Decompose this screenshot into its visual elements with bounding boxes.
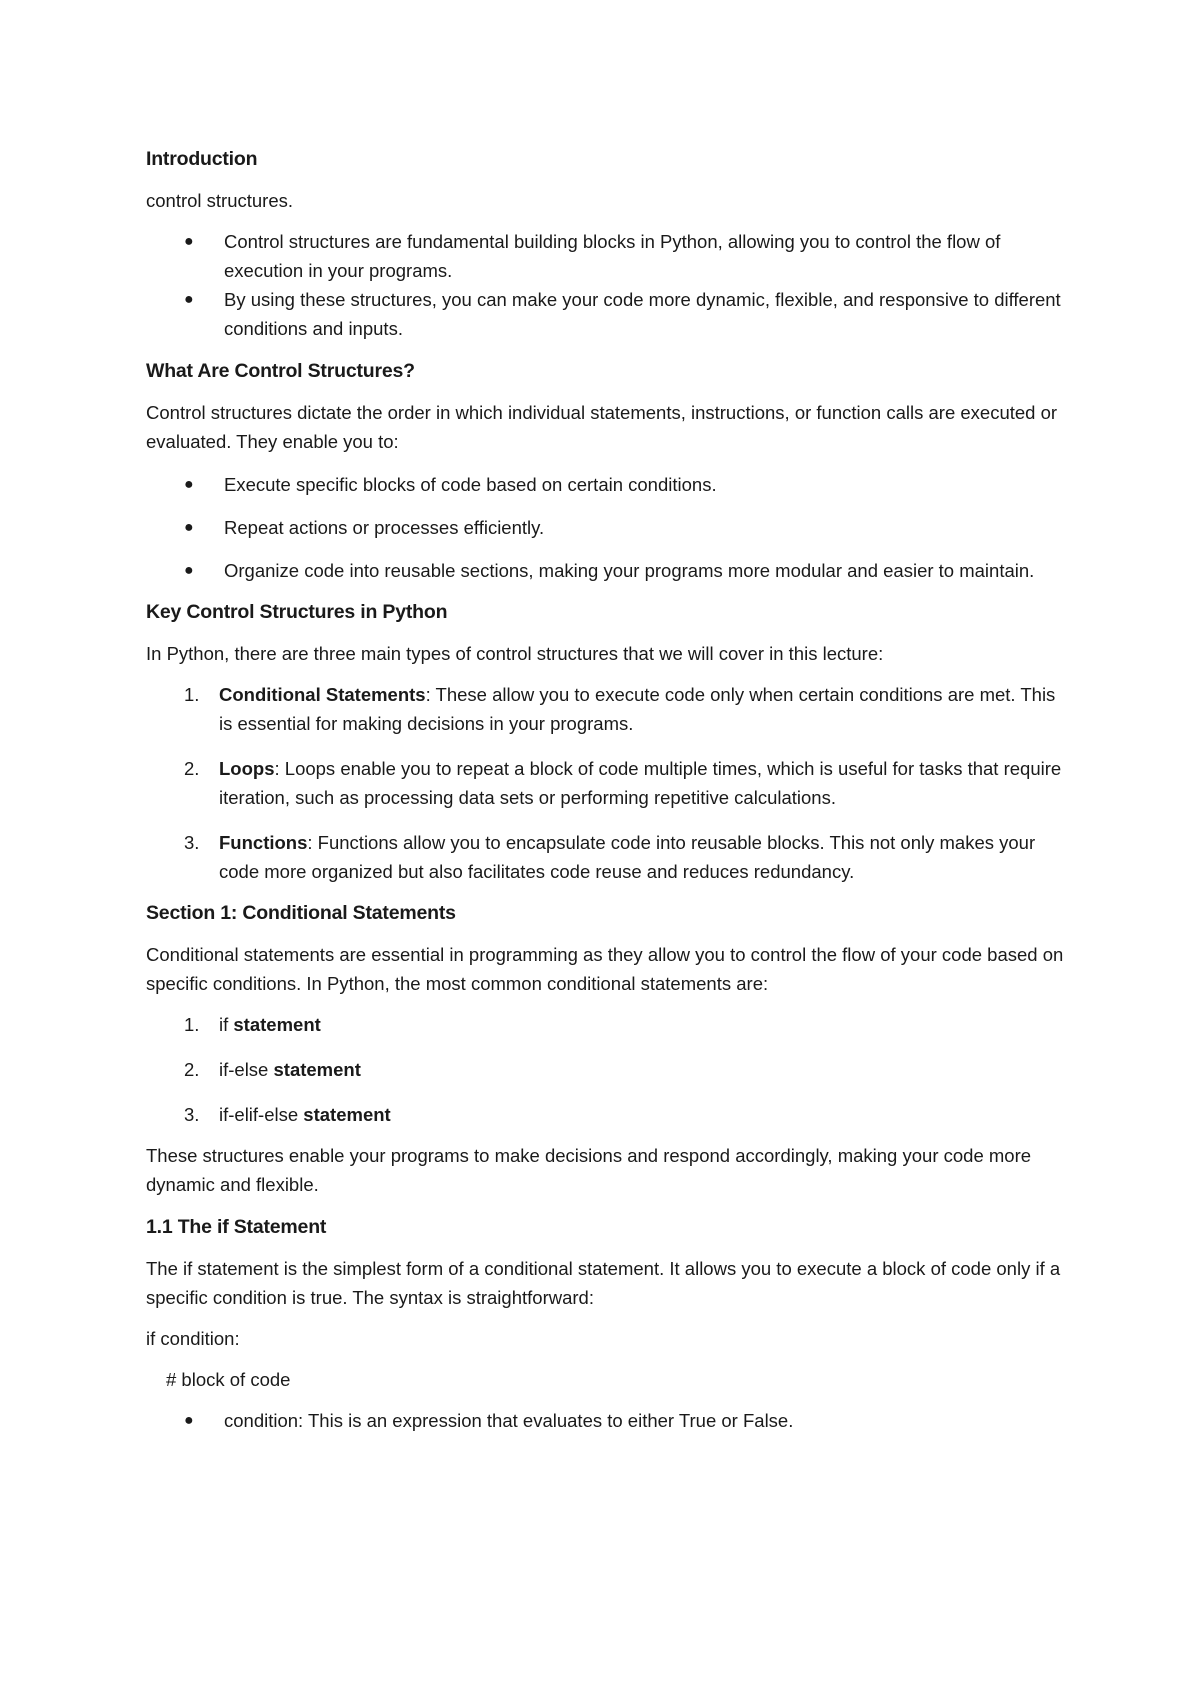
section1-after-paragraph: These structures enable your programs to make decisions and respond accordingly, making your code more dynamic and flexible. — [146, 1145, 1032, 1195]
heading-key-control-structures: Key Control Structures in Python — [146, 601, 448, 623]
what-bullet-list — [146, 470, 1066, 585]
code-line-if-condition: if condition: — [146, 1328, 240, 1349]
bullet-icon: ● — [184, 291, 194, 308]
bullet-icon: ● — [184, 519, 194, 536]
list-item: 2. Loops: Loops enable you to repeat a block of code multiple times, which is useful for tasks that require iteration, such as processing data sets or performing repetitive calculations. — [184, 758, 1062, 808]
list-item: ● Repeat actions or processes efficiently. — [146, 513, 1066, 542]
document-body — [146, 145, 1066, 1435]
bullet-icon: ● — [184, 476, 194, 493]
list-item: 1. Conditional Statements: These allow you to execute code only when certain conditions are met. This is essential for making decisions in your programs. — [184, 684, 1056, 734]
key-numbered-list — [146, 680, 1066, 886]
list-item: 3. Functions: Functions allow you to encapsulate code into reusable blocks. This not only makes your code more organized but also facilitates code reuse and reduces redundancy. — [184, 832, 1036, 882]
list-item: ● Execute specific blocks of code based on certain conditions. — [146, 470, 1066, 499]
code-line-comment: # block of code — [166, 1369, 291, 1390]
what-paragraph: Control structures dictate the order in which individual statements, instructions, or function calls are executed or evaluated. They enable you to: — [146, 402, 1058, 452]
list-item: 1. if statement — [184, 1014, 321, 1035]
section1-numbered-list — [146, 1010, 1066, 1129]
heading-section-1: Section 1: Conditional Statements — [146, 902, 456, 924]
section1-paragraph: Conditional statements are essential in programming as they allow you to control the flow of your code based on specific conditions. In Python, the most common conditional statements are: — [146, 944, 1064, 994]
list-item: 3. if-elif-else statement — [184, 1104, 391, 1125]
intro-bullet-list — [146, 227, 1066, 343]
heading-1-1-if-statement: 1.1 The if Statement — [146, 1216, 327, 1238]
bullet-icon: ● — [184, 1412, 194, 1429]
bullet-icon: ● — [184, 562, 194, 579]
sub11-bullet-list — [146, 1406, 1066, 1435]
list-item: ● Control structures are fundamental building blocks in Python, allowing you to control the flow of execution in your programs. — [146, 227, 1066, 285]
heading-introduction: Introduction — [146, 148, 258, 170]
key-paragraph: In Python, there are three main types of control structures that we will cover in this lecture: — [146, 643, 884, 664]
list-item: 2. if-else statement — [184, 1059, 361, 1080]
sub11-paragraph: The if statement is the simplest form of a conditional statement. It allows you to execute a block of code only if a specific condition is true. The syntax is straightforward: — [146, 1258, 1061, 1308]
list-item: ● By using these structures, you can make your code more dynamic, flexible, and responsive to different conditions and inputs. — [146, 285, 1066, 343]
heading-what-are-control-structures: What Are Control Structures? — [146, 360, 415, 382]
intro-lead: control structures. — [146, 190, 294, 211]
list-item: ● condition: This is an expression that evaluates to either True or False. — [146, 1406, 1066, 1435]
list-item: ● Organize code into reusable sections, making your programs more modular and easier to maintain. — [146, 556, 1066, 585]
bullet-icon: ● — [184, 233, 194, 250]
